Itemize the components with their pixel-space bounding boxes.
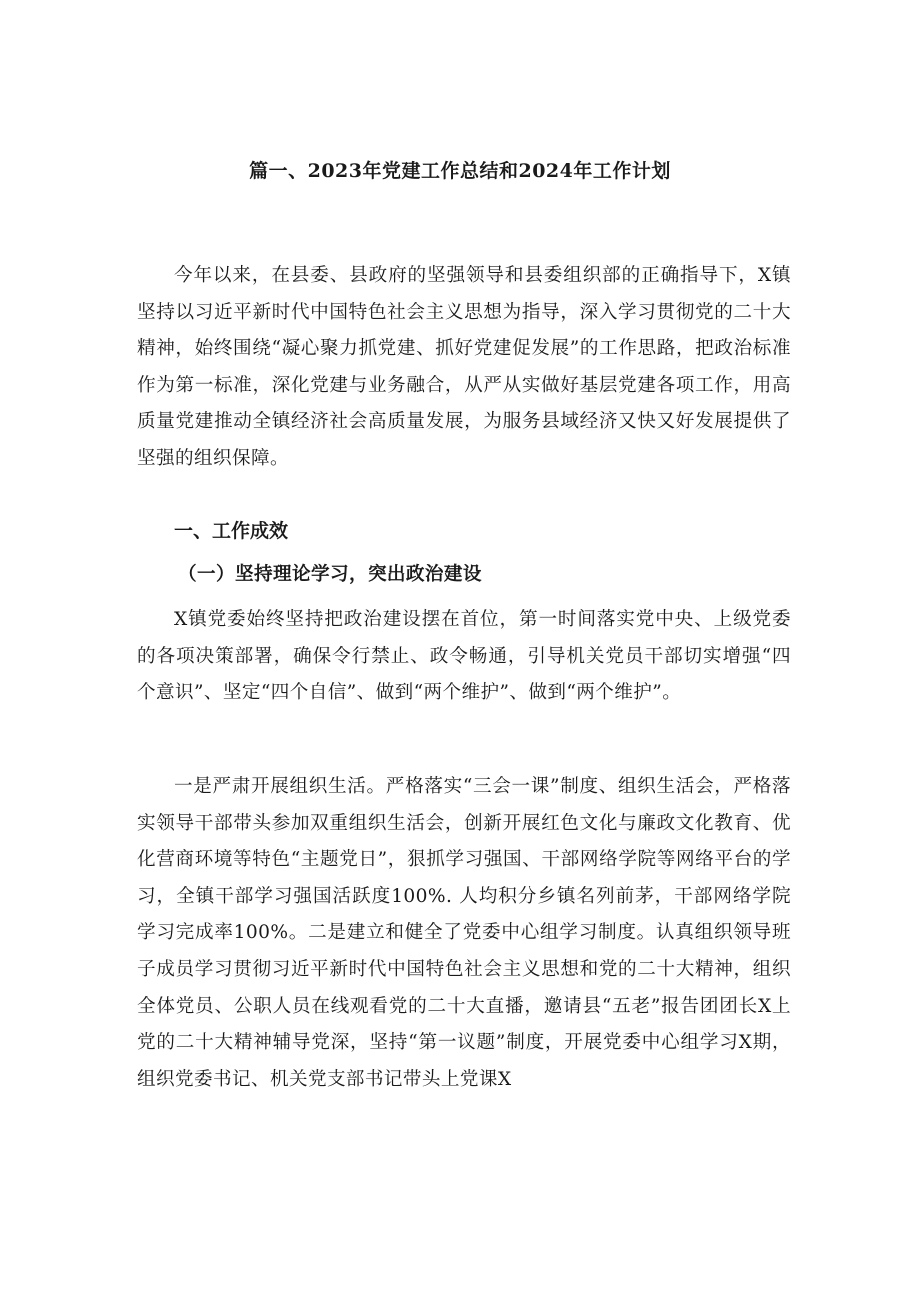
document-title: 篇一、2023年党建工作总结和2024年工作计划 — [249, 160, 671, 182]
intro-paragraph: 今年以来，在县委、县政府的坚强领导和县委组织部的正确指导下，X镇坚持以习近平新时代中国特色社会主义思想为指导，深入学习贯彻党的二十大精神，始终围绕“凝心聚力抓党建、抓好党建促发展”的工作思路，把政治标准作为第一标准，深化党建与业务融合，从严从实做好基层党建各项工作，用高质量党建推动全镇经济社会高质量发展，为服务县域经济又快又好发展提供了坚强的组织保障。 — [137, 265, 791, 469]
subsection-heading: （一）坚持理论学习，突出政治建设 — [178, 564, 482, 585]
paragraph-organization-life: 一是严肃开展组织生活。严格落实“三会一课”制度、组织生活会，严格落实领导干部带头参加双重组织生活会，创新开展红色文化与廉政文化教育、优化营商环境等特色“主题党日”，狠抓学习强国、干部网络学院等网络平台的学习，全镇干部学习强国活跃度100%. 人均积分乡镇名列前茅，干部网络学院学习完成率100%。二是建立和健全了党委中心组学习制度。认真组织领导班子成员学习贯彻习近平新时代中国特色社会主义思想和党的二十大精神，组织全体党员、公职人员在线观看党的二十大直播，邀请县“五老”报告团团长X上党的二十大精神辅导党深，坚持“第一议题”制度，开展党委中心组学习X期，组织党委书记、机关党支部书记带头上党课X — [137, 776, 791, 1090]
section-heading: 一、工作成效 — [174, 520, 289, 542]
paragraph-political-building: X镇党委始终坚持把政治建设摆在首位，第一时间落实党中央、上级党委的各项决策部署，确保令行禁止、政令畅通，引导机关党员干部切实增强“四个意识”、坚定“四个自信”、做到“两个维护”、做到“两个维护”。 — [137, 609, 791, 704]
